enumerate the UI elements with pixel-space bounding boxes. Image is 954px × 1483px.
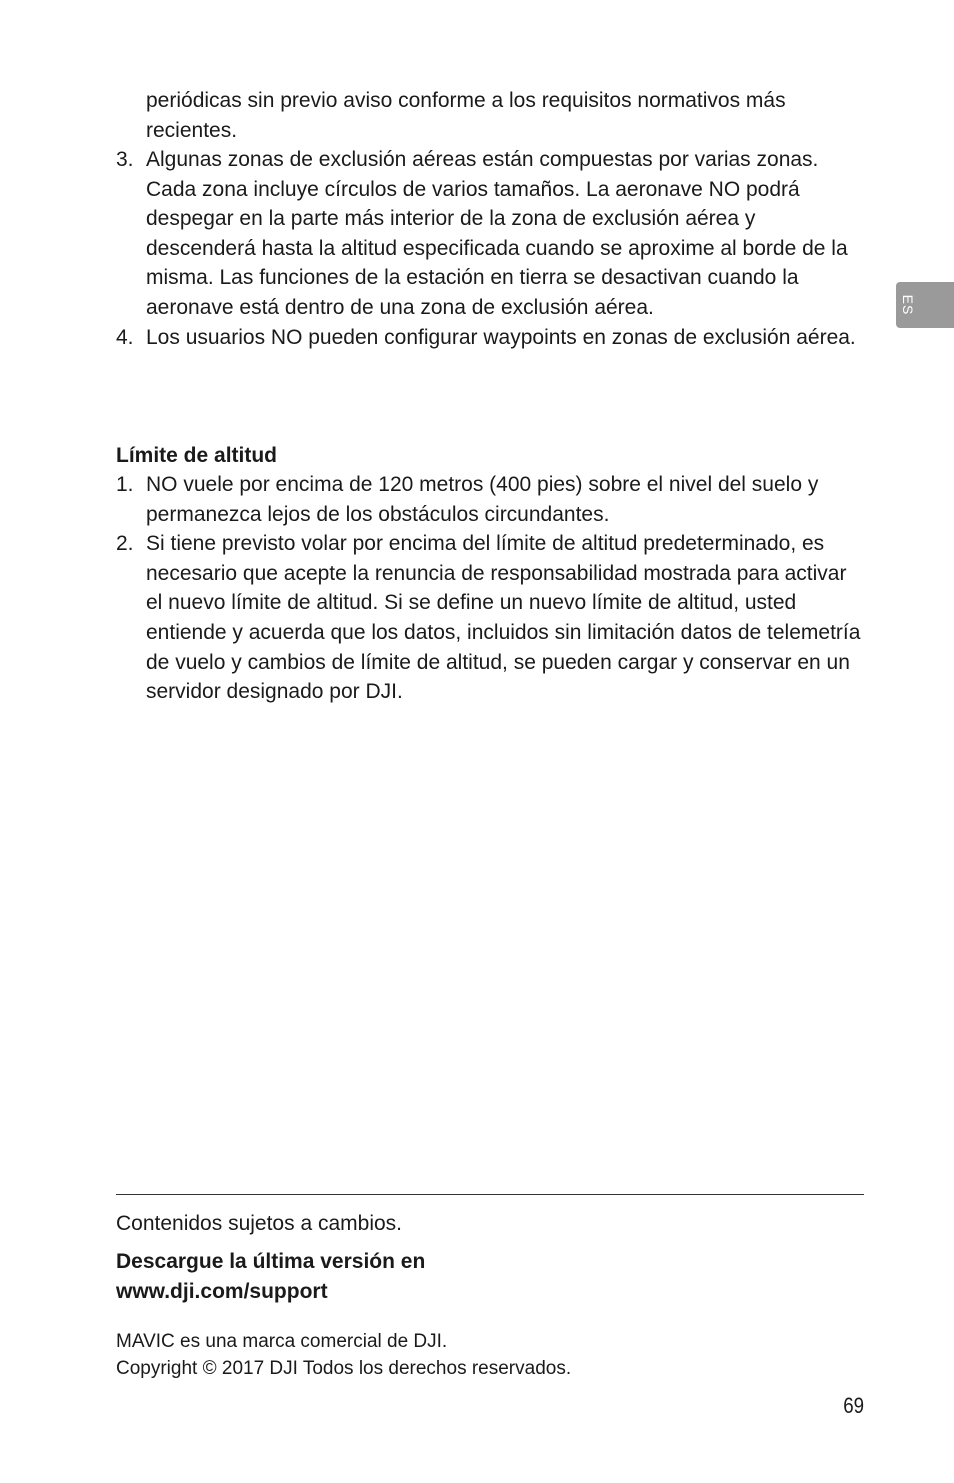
list-item-text: NO vuele por encima de 120 metros (400 pies) sobre el nivel del suelo y permanezca lejos de los obstáculos circundantes.: [146, 473, 819, 526]
list-item: [116, 529, 868, 707]
download-line: Descargue la última versión en: [116, 1250, 426, 1273]
list-item-text: Algunas zonas de exclusión aéreas están compuestas por varias zonas. Cada zona incluye círculos de varios tamaños. La aeronave NO podrá despegar en la parte más interior de la zona de exclusión aérea y descenderá hasta la altitud especificada cuando se aproxime al borde de la misma. Las funciones de la estación en tierra se desactivan cuando la aeronave está dentro de una zona de exclusión aérea.: [146, 148, 848, 319]
exclusion-zone-list: [116, 145, 868, 352]
list-item: [116, 145, 868, 323]
list-item: [116, 470, 868, 529]
list-item-number: 4.: [116, 325, 134, 349]
list-item-number: 3.: [116, 148, 134, 171]
support-link[interactable]: www.dji.com/support: [116, 1279, 328, 1303]
trademark-line: MAVIC es una marca comercial de DJI.: [116, 1331, 448, 1352]
download-notice: [116, 1247, 425, 1306]
copyright-line: Copyright © 2017 DJI Todos los derechos reservados.: [116, 1358, 572, 1379]
language-tab: [896, 282, 954, 328]
footer-note: Contenidos sujetos a cambios.: [116, 1212, 402, 1235]
section-heading-altitude: Límite de altitud: [116, 444, 278, 467]
footer-divider: [116, 1194, 864, 1195]
list-item: [116, 323, 868, 353]
trademark-notice: [116, 1328, 571, 1382]
altitude-limit-list: [116, 470, 868, 707]
page-number: 69: [843, 1393, 864, 1418]
list-item-text: Si tiene previsto volar por encima del límite de altitud predeterminado, es necesario que acepte la renuncia de responsabilidad mostrada para activar el nuevo límite de altitud. Si se define un nuevo límite de altitud, usted entiende y acuerda que los datos, incluidos sin limitación datos de telemetría de vuelo y cambios de límite de altitud, se pueden cargar y conservar en un servidor designado por DJI.: [146, 532, 861, 704]
language-tab-label: ES: [900, 294, 916, 316]
continued-paragraph: periódicas sin previo aviso conforme a los requisitos normativos más recientes.: [146, 89, 786, 142]
list-item-text: Los usuarios NO pueden configurar waypoints en zonas de exclusión aérea.: [146, 325, 856, 349]
list-item-number: 2.: [116, 532, 134, 556]
list-item-number: 1.: [116, 473, 134, 496]
